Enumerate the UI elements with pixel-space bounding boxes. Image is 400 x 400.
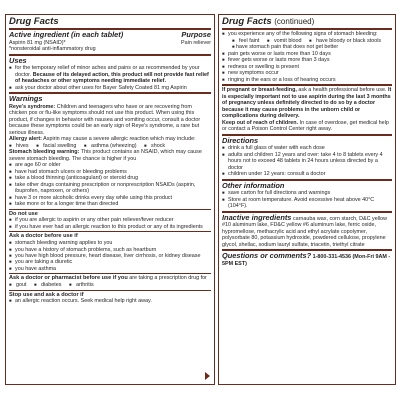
uses-item: ■ for the temporary relief of minor aches and pains or as recommended by your doctor. Because of its delayed action, this product will not provide fast relief of headaches or other symptoms needing immediate relief. xyxy=(9,65,211,84)
directions-item: ■ children under 12 years: consult a doctor xyxy=(222,171,392,177)
purpose-heading: Purpose xyxy=(181,30,211,40)
warnings-section xyxy=(9,92,211,207)
nsaid-footnote: *nonsteroidal anti-inflammatory drug xyxy=(9,46,96,53)
bleeding-text: This product contains an NSAID, which may cause severe stomach bleeding. The chance is higher if you xyxy=(9,149,202,162)
ask-doctor-heading: Ask a doctor before use if xyxy=(9,233,78,240)
stop-use-item: ■ ringing in the ears or a loss of hearing occurs xyxy=(222,77,392,83)
inactive-ingredients-heading: Inactive ingredients xyxy=(222,212,292,222)
other-information-heading: Other information xyxy=(222,180,285,190)
stop-use-item: ■ pain gets worse or lasts more than 10 days xyxy=(222,51,392,57)
continued-label: (continued) xyxy=(274,17,315,26)
uses-item: ■ ask your doctor about other uses for Bayer Safety Coated 81 mg Aspirin xyxy=(9,85,211,91)
ask-doctor-section xyxy=(9,231,211,272)
stomach-bleeding-warning xyxy=(9,149,211,162)
questions-phone: 1-800-331-4536 (Mon-Fri 9AM - 5PM EST) xyxy=(222,254,391,267)
drug-facts-continued-title xyxy=(222,17,392,30)
allergy-lead: Allergy alert: xyxy=(9,136,42,143)
ask-doctor-item: ■ you are taking a diuretic xyxy=(9,259,211,265)
stop-use-continued xyxy=(222,31,392,83)
ask-pharmacist-item: gout xyxy=(16,282,27,289)
bleeding-item: ■ are age 60 or older xyxy=(9,162,211,168)
continued-arrow-icon xyxy=(205,372,210,380)
reye-warning xyxy=(9,104,211,136)
stop-use-section xyxy=(9,290,211,305)
inactive-ingredients-section xyxy=(222,211,392,248)
do-not-use-item: ■ if you have ever had an allergic reaction to this product or any of its ingredients xyxy=(9,224,211,230)
ask-doctor-item: ■ you have asthma xyxy=(9,266,211,272)
allergy-item: facial swelling xyxy=(43,142,77,149)
allergy-item: shock xyxy=(151,142,166,149)
ask-pharmacist-section xyxy=(9,273,211,288)
bleeding-lead: Stomach bleeding warning: xyxy=(9,149,80,156)
bleeding-item: ■ take other drugs containing prescription or nonprescription NSAIDs (aspirin, ibuprofen, naproxen, or others) xyxy=(9,182,211,195)
purpose-value: Pain reliever xyxy=(181,39,211,46)
drug-facts-right-panel xyxy=(218,14,396,385)
pregnancy-text: ask a health professional before use. xyxy=(298,87,387,94)
questions-section xyxy=(222,249,392,267)
directions-section xyxy=(222,134,392,178)
allergy-items: ■ hives ■ facial swelling ■ asthma (wheezing) ■ shock xyxy=(9,142,166,149)
bleeding-item: ■ take more or for a longer time than directed xyxy=(9,201,211,207)
bleeding-signs-2: ■ have stomach pain that does not get better xyxy=(232,44,339,51)
bleeding-sign: vomit blood xyxy=(273,37,302,44)
bleeding-item: ■ take a blood thinning (anticoagulant) or steroid drug xyxy=(9,175,211,181)
ask-doctor-item: ■ stomach bleeding warning applies to you xyxy=(9,240,211,246)
directions-item: ■ adults and children 12 years and over: take 4 to 8 tablets every 4 hours not to exceed 48 tablets in 24 hours unless directed by a doctor xyxy=(222,152,392,171)
bleeding-sign: have stomach pain that does not get better xyxy=(236,44,339,51)
do-not-use-section xyxy=(9,209,211,231)
ask-pharmacist-item: diabetes xyxy=(41,282,62,289)
active-ingredient-heading: Active ingredient (in each tablet) xyxy=(9,30,124,40)
ask-pharmacist-item: arthritis xyxy=(75,282,94,289)
allergy-text: Aspirin may cause a severe allergic reaction which may include: xyxy=(43,136,196,143)
uses-section xyxy=(9,54,211,91)
bleeding-sign: feel faint xyxy=(239,37,260,44)
stop-use-item: ■ redness or swelling is present xyxy=(222,64,392,70)
bleeding-item: ■ have had stomach ulcers or bleeding problems xyxy=(9,169,211,175)
drug-facts-title: Drug Facts xyxy=(9,17,211,30)
directions-item: ■ drink a full glass of water with each dose xyxy=(222,145,392,151)
bleeding-sign: have bloody or black stools xyxy=(316,37,382,44)
do-not-use-item: ■ if you are allergic to aspirin or any other pain reliever/fever reducer xyxy=(9,217,211,223)
stop-use-item: ■ new symptoms occur xyxy=(222,70,392,76)
active-ingredient-value: Aspirin 81 mg (NSAID)* xyxy=(9,39,66,46)
ask-pharmacist-items: ■ gout ■ diabetes ■ arthritis xyxy=(9,282,94,289)
other-information-section xyxy=(222,179,392,210)
directions-heading: Directions xyxy=(222,135,259,145)
keep-out-lead: Keep out of reach of children. xyxy=(222,119,299,126)
allergy-item: hives xyxy=(16,142,29,149)
continued-title-text: Drug Facts xyxy=(222,16,272,27)
uses-heading: Uses xyxy=(9,55,27,65)
ask-pharmacist-heading: Ask a doctor or pharmacist before use if you xyxy=(9,275,128,282)
stop-use-item: ■ fever gets worse or lasts more than 3 days xyxy=(222,57,392,63)
other-information-item: ■ save carton for full directions and warnings xyxy=(222,190,392,196)
stop-use-item: ■ an allergic reaction occurs. Seek medical help right away. xyxy=(9,298,211,304)
allergy-alert xyxy=(9,136,211,142)
keep-out-text: In case of overdose, get medical help or contact a Poison Control Center right away. xyxy=(222,119,389,133)
inactive-ingredients-text: carnauba wax, corn starch, D&C yellow #10 aluminum lake, FD&C yellow #6 aluminum lake, ferric oxide, hypromellose, methacrylic acid and ethyl acrylate copolymer, polysorbate 80, potassium hydroxide, powdered cellulose, propylene glycol, shellac, sodium lauryl sulfate, triacetin, triethyl citrate xyxy=(222,215,387,248)
pregnancy-bold-text: It is especially important not to use aspirin during the last 3 months of pregnancy unless definitely directed to do so by a doctor because it may cause problems in the unborn child or complications during delivery. xyxy=(222,87,392,120)
stop-use-item: ■ you experience any of the following signs of stomach bleeding: xyxy=(222,31,392,37)
questions-heading: Questions or comments? xyxy=(222,251,312,261)
ask-doctor-item: ■ you have a history of stomach problems, such as heartburn xyxy=(9,247,211,253)
pregnancy-lead: If pregnant or breast-feeding, xyxy=(222,87,297,94)
drug-facts-left-panel xyxy=(5,14,215,385)
other-information-item: ■ Store at room temperature. Avoid excessive heat above 40°C (104°F). xyxy=(222,197,392,210)
bleeding-item: ■ have 3 or more alcoholic drinks every day while using this product xyxy=(9,195,211,201)
do-not-use-heading: Do not use xyxy=(9,210,38,217)
bleeding-list xyxy=(9,162,211,207)
ask-pharmacist-text: are taking a prescription drug for xyxy=(129,275,207,282)
stop-use-heading: Stop use and ask a doctor if xyxy=(9,291,84,298)
reye-text: Children and teenagers who have or are recovering from chicken pox or flu-like symptoms should not use this product. When using this product, if changes in behavior with nausea and vomiting occur, consult a doctor because these symptoms could be an early sign of Reye's syndrome, a rare but serious illness. xyxy=(9,103,201,136)
allergy-item: asthma (wheezing) xyxy=(90,142,137,149)
warnings-heading: Warnings xyxy=(9,94,43,104)
bleeding-signs: ■ feel faint ■ vomit blood ■ have bloody or black stools xyxy=(232,37,382,44)
active-ingredient-section xyxy=(9,31,211,52)
ask-doctor-item: ■ you have high blood pressure, heart disease, liver cirrhosis, or kidney disease xyxy=(9,253,211,259)
pregnancy-section xyxy=(222,84,392,132)
reye-lead: Reye's syndrome: xyxy=(9,103,56,110)
